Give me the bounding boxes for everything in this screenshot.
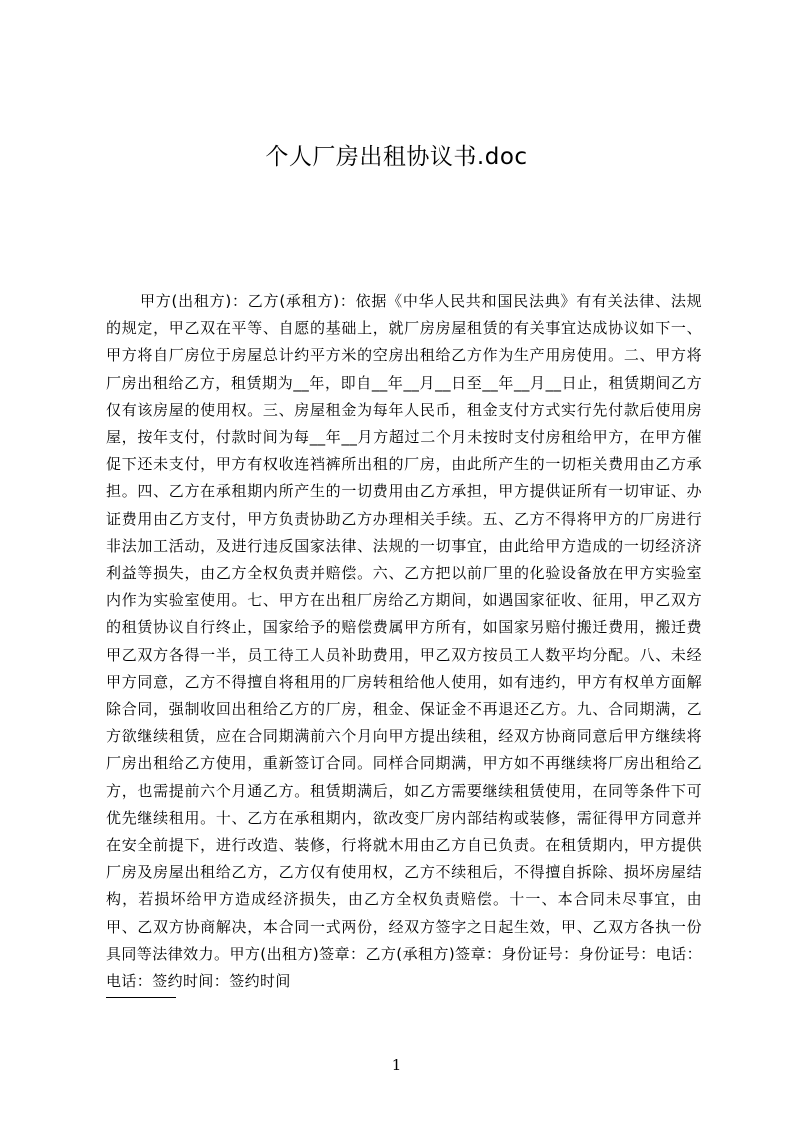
footnote-rule: [106, 997, 176, 998]
document-body: 甲方(出租方)：乙方(承租方)：依据《中华人民共和国民法典》有有关法律、法规的规定，甲乙双在平等、自愿的基础上，就厂房房屋租赁的有关事宜达成协议如下一、甲方将自厂房位于房屋总计约平方米的空房出租给乙方作为生产用房使用。二、甲方将厂房出租给乙方，租赁期为__年，即自__年__月__日至__年__月__日止，租赁期间乙方仅有该房屋的使用权。三、房屋租金为每年人民币，租金支付方式实行先付款后使用房屋，按年支付，付款时间为每__年__月方超过二个月未按时支付房租给甲方，在甲方催促下还未支付，甲方有权收连裆裤所出租的厂房，由此所产生的一切柜关费用由乙方承担。四、乙方在承租期内所产生的一切费用由乙方承担，甲方提供证所有一切审证、办证费用由乙方支付，甲方负责协助乙方办理相关手续。五、乙方不得将甲方的厂房进行非法加工活动，及进行违反国家法律、法规的一切事宜，由此给甲方造成的一切经济济利益等损失，由乙方全权负责并赔偿。六、乙方把以前厂里的化验设备放在甲方实验室内作为实验室使用。七、甲方在出租厂房给乙方期间，如遇国家征收、征用，甲乙双方的租赁协议自行终止，国家给予的赔偿费属甲方所有，如国家另赔付搬迁费用，搬迁费甲乙双方各得一半，员工待工人员补助费用，甲乙双方按员工人数平均分配。八、未经甲方同意，乙方不得擅自将租用的厂房转租给他人使用，如有违约，甲方有权单方面解除合同，强制收回出租给乙方的厂房，租金、保证金不再退还乙方。九、合同期满，乙方欲继续租赁，应在合同期满前六个月向甲方提出续租，经双方协商同意后甲方继续将厂房出租给乙方使用，重新签订合同。同样合同期满，甲方如不再继续将厂房出租给乙方，也需提前六个月通乙方。租赁期满后，如乙方需要继续租赁使用，在同等条件下可优先继续租用。十、乙方在承租期内，欲改变厂房内部结构或装修，需征得甲方同意并在安全前提下，进行改造、装修，行将就木用由乙方自已负责。在租赁期内，甲方提供厂房及房屋出租给乙方，乙方仅有使用权，乙方不续租后，不得擅自拆除、损坏房屋结构，若损坏给甲方造成经济损失，由乙方全权负责赔偿。十一、本合同未尽事宜，由甲、乙双方协商解决，本合同一式两份，经双方签字之日起生效，甲、乙双方各执一份具同等法律效力。甲方(出租方)签章：乙方(承租方)签章：身份证号：身份证号：电话：电话：签约时间：签约时间: [106, 292, 702, 991]
document-title: 个人厂房出租协议书.doc: [265, 144, 528, 170]
page-number: 1: [391, 1056, 402, 1074]
